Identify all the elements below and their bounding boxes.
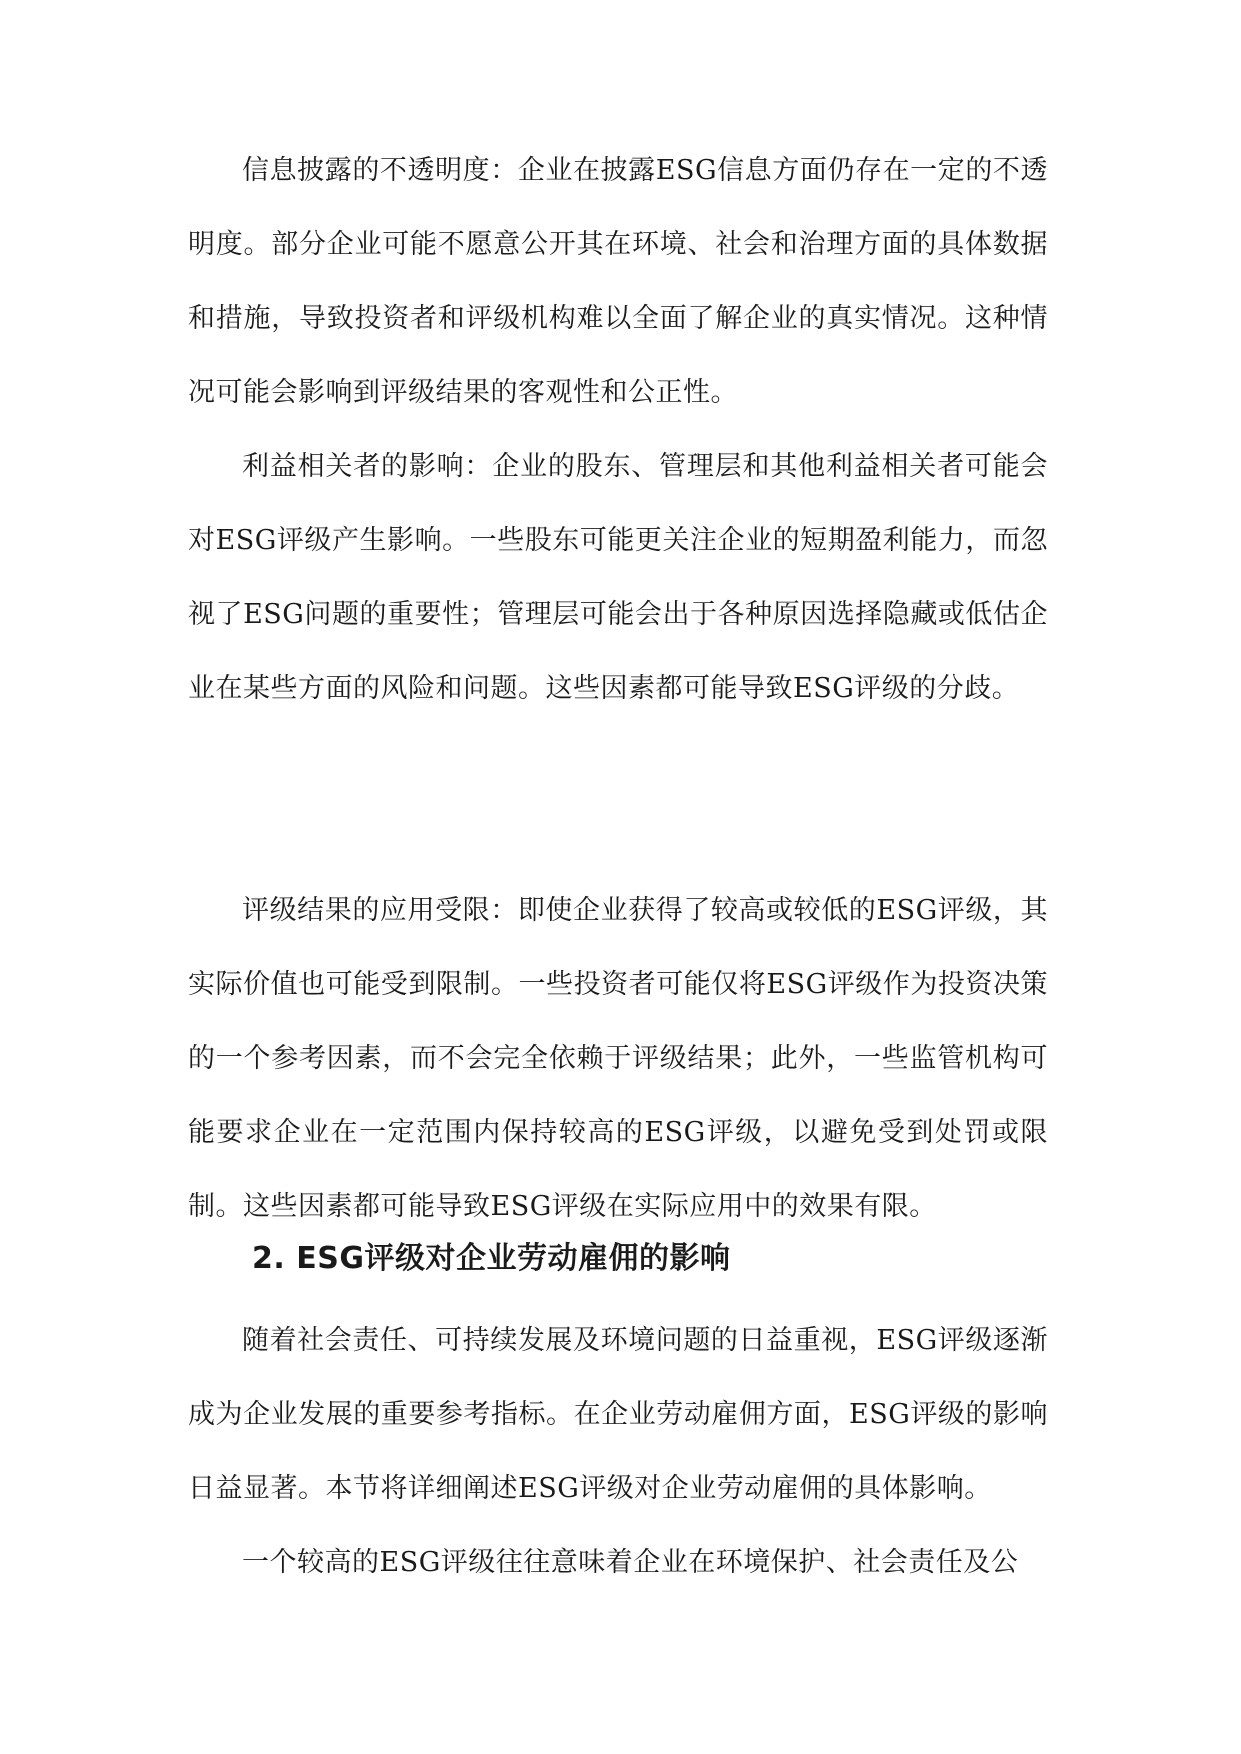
paragraph-high-esg-rating: 一个较高的ESG评级往往意味着企业在环境保护、社会责任及公	[242, 1547, 1019, 1578]
paragraph-stakeholder-influence: 利益相关者的影响：企业的股东、管理层和其他利益相关者可能会对ESG评级产生影响。一些股东可能更关注企业的短期盈利能力，而忽视了ESG问题的重要性；管理层可能会出于各种原因选择隐藏或低估企业在某些方面的风险和问题。这些因素都可能导致ESG评级的分歧。	[188, 451, 1048, 704]
paragraph-information-disclosure: 信息披露的不透明度：企业在披露ESG信息方面仍存在一定的不透明度。部分企业可能不愿意公开其在环境、社会和治理方面的具体数据和措施，导致投资者和评级机构难以全面了解企业的真实情况。这种情况可能会影响到评级结果的客观性和公正性。	[188, 155, 1048, 408]
paragraph-section-intro: 随着社会责任、可持续发展及环境问题的日益重视，ESG评级逐渐成为企业发展的重要参考指标。在企业劳动雇佣方面，ESG评级的影响日益显著。本节将详细阐述ESG评级对企业劳动雇佣的具体影响。	[188, 1325, 1048, 1504]
section-heading: 2. ESG评级对企业劳动雇佣的影响	[252, 1241, 731, 1276]
paragraph-rating-application-limits: 评级结果的应用受限：即使企业获得了较高或较低的ESG评级，其实际价值也可能受到限制。一些投资者可能仅将ESG评级作为投资决策的一个参考因素，而不会完全依赖于评级结果；此外，一些监管机构可能要求企业在一定范围内保持较高的ESG评级，以避免受到处罚或限制。这些因素都可能导致ESG评级在实际应用中的效果有限。	[188, 895, 1048, 1222]
